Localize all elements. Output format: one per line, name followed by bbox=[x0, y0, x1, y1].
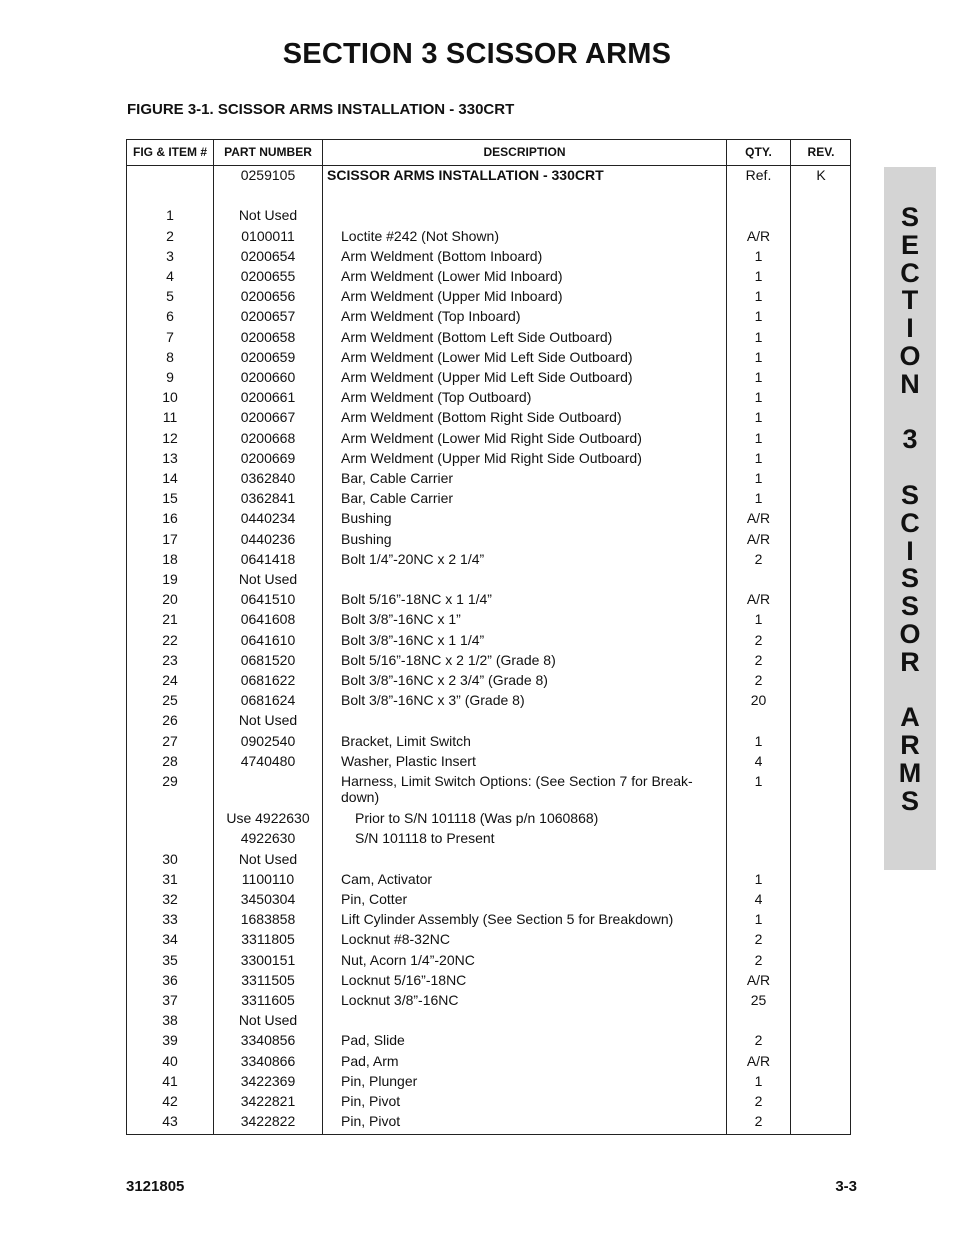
part-number-cell: 0200654 bbox=[240, 248, 296, 264]
part-number-cell: 3450304 bbox=[240, 891, 296, 907]
part-number-cell: 0200657 bbox=[240, 308, 296, 324]
parts-table bbox=[126, 139, 851, 1135]
quantity-cell: 2 bbox=[754, 1093, 763, 1109]
description-cell: Bushing bbox=[341, 510, 392, 526]
quantity-cell: 1 bbox=[754, 288, 763, 304]
part-number-cell: 0641418 bbox=[240, 551, 296, 567]
side-tab-letter: R bbox=[900, 647, 920, 677]
fig-item-cell: 39 bbox=[162, 1032, 178, 1048]
quantity-cell: 1 bbox=[754, 1073, 763, 1089]
header-description: DESCRIPTION bbox=[483, 145, 566, 159]
fig-item-cell: 43 bbox=[162, 1113, 178, 1129]
quantity-cell: A/R bbox=[746, 1053, 771, 1069]
fig-item-cell: 4 bbox=[166, 268, 174, 284]
quantity-cell: A/R bbox=[746, 972, 771, 988]
part-number-cell: 0641610 bbox=[240, 632, 296, 648]
fig-item-cell: 26 bbox=[162, 712, 178, 728]
description-cell: Bar, Cable Carrier bbox=[341, 470, 454, 486]
part-number-cell: 0681520 bbox=[240, 652, 296, 668]
side-tab-letter: O bbox=[899, 341, 921, 371]
part-number-cell: Not Used bbox=[238, 851, 298, 867]
fig-item-cell: 27 bbox=[162, 733, 178, 749]
quantity-cell: 1 bbox=[754, 389, 763, 405]
side-tab-letter: M bbox=[898, 758, 922, 788]
description-cell: Bolt 1/4”-20NC x 2 1/4” bbox=[341, 551, 485, 567]
side-tab-letter: S bbox=[900, 480, 919, 510]
fig-item-cell: 40 bbox=[162, 1053, 178, 1069]
description-cell: Arm Weldment (Upper Mid Inboard) bbox=[341, 288, 563, 304]
side-tab-letter: S bbox=[900, 591, 919, 621]
part-number-cell: 0641608 bbox=[240, 611, 296, 627]
fig-item-cell: 7 bbox=[166, 329, 174, 345]
quantity-cell: 2 bbox=[754, 551, 763, 567]
description-cell: Arm Weldment (Upper Mid Left Side Outboard) bbox=[341, 369, 633, 385]
part-number-cell: 0200668 bbox=[240, 430, 296, 446]
fig-item-cell: 21 bbox=[162, 611, 178, 627]
fig-item-cell: 25 bbox=[162, 692, 178, 708]
side-tab-letter: S bbox=[900, 563, 919, 593]
part-number-cell: Not Used bbox=[238, 1012, 298, 1028]
part-number-cell: 0200660 bbox=[240, 369, 296, 385]
fig-item-cell: 34 bbox=[162, 931, 178, 947]
part-number-cell: 0902540 bbox=[240, 733, 296, 749]
quantity-cell: 2 bbox=[754, 632, 763, 648]
part-number-cell: 1100110 bbox=[241, 871, 295, 887]
revision-cell: K bbox=[816, 167, 826, 183]
description-cell: Lift Cylinder Assembly (See Section 5 for Breakdown) bbox=[341, 911, 674, 927]
part-number-cell: Not Used bbox=[238, 207, 298, 223]
quantity-cell: 1 bbox=[754, 430, 763, 446]
quantity-cell: 1 bbox=[754, 409, 763, 425]
description-cell: Locknut 5/16”-18NC bbox=[341, 972, 467, 988]
fig-item-cell: 16 bbox=[162, 510, 178, 526]
fig-item-cell: 23 bbox=[162, 652, 178, 668]
fig-item-cell: 11 bbox=[162, 409, 178, 425]
part-number-cell: 0200667 bbox=[240, 409, 296, 425]
description-cell: Arm Weldment (Bottom Right Side Outboard) bbox=[341, 409, 622, 425]
quantity-cell: 25 bbox=[750, 992, 767, 1008]
part-number-cell: 3300151 bbox=[240, 952, 296, 968]
quantity-cell: 1 bbox=[754, 308, 763, 324]
quantity-cell: Ref. bbox=[745, 167, 772, 183]
quantity-cell: 1 bbox=[754, 329, 763, 345]
fig-item-cell: 36 bbox=[162, 972, 178, 988]
quantity-cell: 1 bbox=[754, 369, 763, 385]
description-cell: Pad, Slide bbox=[341, 1032, 405, 1048]
fig-item-cell: 24 bbox=[162, 672, 178, 688]
figure-title: FIGURE 3-1. SCISSOR ARMS INSTALLATION - 330CRT bbox=[127, 101, 515, 118]
fig-item-cell: 22 bbox=[162, 632, 178, 648]
fig-item-cell: 19 bbox=[162, 571, 178, 587]
description-cell: Loctite #242 (Not Shown) bbox=[341, 228, 499, 244]
quantity-cell: 1 bbox=[754, 450, 763, 466]
description-cell: Arm Weldment (Lower Mid Right Side Outboard) bbox=[341, 430, 642, 446]
description-cell: Pad, Arm bbox=[341, 1053, 399, 1069]
fig-item-cell: 5 bbox=[166, 288, 174, 304]
description-cell: Harness, Limit Switch Options: (See Section 7 for Break-down) bbox=[341, 773, 693, 805]
page-number: 3-3 bbox=[835, 1178, 857, 1195]
quantity-cell: 1 bbox=[754, 871, 763, 887]
fig-item-cell: 33 bbox=[162, 911, 178, 927]
description-cell: Arm Weldment (Bottom Inboard) bbox=[341, 248, 543, 264]
part-number-cell: 0259105 bbox=[240, 167, 296, 183]
part-number-cell: 3340866 bbox=[240, 1053, 296, 1069]
description-cell: S/N 101118 to Present bbox=[355, 830, 495, 846]
header-quantity: QTY. bbox=[745, 145, 772, 159]
column-divider bbox=[790, 140, 791, 1134]
side-tab-letter: O bbox=[899, 619, 921, 649]
fig-item-cell: 31 bbox=[162, 871, 178, 887]
fig-item-cell: 37 bbox=[162, 992, 178, 1008]
quantity-cell: 20 bbox=[750, 692, 767, 708]
part-number-cell: 3311505 bbox=[241, 972, 295, 988]
side-tab-letter: A bbox=[900, 702, 920, 732]
description-cell: Arm Weldment (Top Inboard) bbox=[341, 308, 521, 324]
side-tab-letter: C bbox=[900, 258, 920, 288]
description-cell: Bar, Cable Carrier bbox=[341, 490, 454, 506]
part-number-cell: 0200656 bbox=[240, 288, 296, 304]
fig-item-cell: 3 bbox=[166, 248, 174, 264]
quantity-cell: 1 bbox=[754, 268, 763, 284]
quantity-cell: 1 bbox=[754, 911, 763, 927]
part-number-cell: 0200655 bbox=[240, 268, 296, 284]
header-divider bbox=[127, 165, 850, 166]
quantity-cell: 2 bbox=[754, 1113, 763, 1129]
header-fig-item: FIG & ITEM # bbox=[132, 145, 207, 159]
part-number-cell: 0440236 bbox=[240, 531, 296, 547]
description-cell: Bolt 3/8”-16NC x 1 1/4” bbox=[341, 632, 485, 648]
section-title: SECTION 3 SCISSOR ARMS bbox=[282, 38, 672, 70]
part-number-cell: 0362841 bbox=[240, 490, 296, 506]
quantity-cell: 1 bbox=[754, 611, 763, 627]
quantity-cell: 1 bbox=[754, 733, 763, 749]
part-number-cell: 4922630 bbox=[240, 830, 296, 846]
part-number-cell: 0641510 bbox=[240, 591, 296, 607]
fig-item-cell: 29 bbox=[162, 773, 178, 789]
description-cell: Bolt 3/8”-16NC x 3” (Grade 8) bbox=[341, 692, 525, 708]
side-tab-letter: T bbox=[901, 285, 919, 315]
part-number-cell: 3422369 bbox=[240, 1073, 296, 1089]
column-divider bbox=[322, 140, 323, 1134]
side-tab-letter: S bbox=[900, 202, 919, 232]
description-cell: Arm Weldment (Lower Mid Inboard) bbox=[341, 268, 563, 284]
description-cell: Cam, Activator bbox=[341, 871, 433, 887]
side-tab-letter: I bbox=[906, 536, 914, 566]
section-side-tab bbox=[884, 167, 936, 870]
part-number-cell: 3422821 bbox=[240, 1093, 296, 1109]
description-cell: SCISSOR ARMS INSTALLATION - 330CRT bbox=[327, 167, 604, 183]
side-tab-letter: C bbox=[900, 508, 920, 538]
part-number-cell: 0200669 bbox=[240, 450, 296, 466]
description-cell: Nut, Acorn 1/4”-20NC bbox=[341, 952, 475, 968]
description-cell: Arm Weldment (Bottom Left Side Outboard) bbox=[341, 329, 613, 345]
fig-item-cell: 8 bbox=[166, 349, 174, 365]
quantity-cell: 2 bbox=[754, 1032, 763, 1048]
part-number-cell: 4740480 bbox=[240, 753, 296, 769]
fig-item-cell: 15 bbox=[162, 490, 178, 506]
part-number-cell: 0440234 bbox=[240, 510, 296, 526]
part-number-cell: Not Used bbox=[238, 712, 298, 728]
description-cell: Prior to S/N 101118 (Was p/n 1060868) bbox=[355, 810, 599, 826]
part-number-cell: 3340856 bbox=[240, 1032, 296, 1048]
description-cell: Pin, Pivot bbox=[341, 1113, 401, 1129]
quantity-cell: 1 bbox=[754, 248, 763, 264]
quantity-cell: 2 bbox=[754, 952, 763, 968]
part-number-cell: 0362840 bbox=[240, 470, 296, 486]
fig-item-cell: 41 bbox=[162, 1073, 178, 1089]
quantity-cell: 4 bbox=[754, 891, 763, 907]
fig-item-cell: 28 bbox=[162, 753, 178, 769]
part-number-cell: 0100011 bbox=[241, 228, 295, 244]
quantity-cell: A/R bbox=[746, 531, 771, 547]
fig-item-cell: 10 bbox=[162, 389, 178, 405]
fig-item-cell: 1 bbox=[166, 207, 174, 223]
fig-item-cell: 9 bbox=[166, 369, 174, 385]
quantity-cell: 2 bbox=[754, 931, 763, 947]
side-tab-letter: N bbox=[900, 369, 920, 399]
fig-item-cell: 20 bbox=[162, 591, 178, 607]
part-number-cell: 0681624 bbox=[240, 692, 296, 708]
part-number-cell: 3422822 bbox=[240, 1113, 296, 1129]
part-number-cell: 1683858 bbox=[240, 911, 296, 927]
quantity-cell: A/R bbox=[746, 591, 771, 607]
quantity-cell: 2 bbox=[754, 652, 763, 668]
description-cell: Bolt 5/16”-18NC x 1 1/4” bbox=[341, 591, 492, 607]
description-cell: Arm Weldment (Lower Mid Left Side Outboard) bbox=[341, 349, 633, 365]
quantity-cell: 1 bbox=[754, 470, 763, 486]
quantity-cell: 4 bbox=[754, 753, 763, 769]
fig-item-cell: 12 bbox=[162, 430, 178, 446]
description-cell: Bolt 3/8”-16NC x 1” bbox=[341, 611, 461, 627]
fig-item-cell: 35 bbox=[162, 952, 178, 968]
part-number-cell: 3311605 bbox=[241, 992, 295, 1008]
description-cell: Locknut #8-32NC bbox=[341, 931, 450, 947]
description-cell: Locknut 3/8”-16NC bbox=[341, 992, 459, 1008]
fig-item-cell: 42 bbox=[162, 1093, 178, 1109]
part-number-cell: Use 4922630 bbox=[226, 810, 310, 826]
description-cell: Arm Weldment (Top Outboard) bbox=[341, 389, 532, 405]
side-tab-letter: 3 bbox=[902, 424, 918, 454]
quantity-cell: 1 bbox=[754, 773, 763, 789]
part-number-cell: 0200661 bbox=[240, 389, 296, 405]
fig-item-cell: 17 bbox=[162, 531, 178, 547]
side-tab-letter: E bbox=[900, 230, 919, 260]
quantity-cell: 1 bbox=[754, 349, 763, 365]
description-cell: Pin, Pivot bbox=[341, 1093, 401, 1109]
description-cell: Bracket, Limit Switch bbox=[341, 733, 471, 749]
part-number-cell: 0200658 bbox=[240, 329, 296, 345]
side-tab-letter: S bbox=[900, 786, 919, 816]
quantity-cell: A/R bbox=[746, 510, 771, 526]
side-tab-letter: I bbox=[906, 313, 914, 343]
fig-item-cell: 18 bbox=[162, 551, 178, 567]
quantity-cell: 1 bbox=[754, 490, 763, 506]
document-number: 3121805 bbox=[126, 1178, 185, 1195]
side-tab-letter: R bbox=[900, 730, 920, 760]
description-cell: Washer, Plastic Insert bbox=[341, 753, 476, 769]
description-cell: Bushing bbox=[341, 531, 392, 547]
description-cell: Bolt 3/8”-16NC x 2 3/4” (Grade 8) bbox=[341, 672, 548, 688]
fig-item-cell: 2 bbox=[166, 228, 174, 244]
quantity-cell: 2 bbox=[754, 672, 763, 688]
header-part-number: PART NUMBER bbox=[224, 145, 312, 159]
quantity-cell: A/R bbox=[746, 228, 771, 244]
fig-item-cell: 32 bbox=[162, 891, 178, 907]
fig-item-cell: 6 bbox=[166, 308, 174, 324]
description-cell: Pin, Cotter bbox=[341, 891, 408, 907]
part-number-cell: Not Used bbox=[238, 571, 298, 587]
header-revision: REV. bbox=[807, 145, 835, 159]
fig-item-cell: 13 bbox=[162, 450, 178, 466]
fig-item-cell: 30 bbox=[162, 851, 178, 867]
part-number-cell: 0681622 bbox=[240, 672, 296, 688]
description-cell: Bolt 5/16”-18NC x 2 1/2” (Grade 8) bbox=[341, 652, 556, 668]
fig-item-cell: 14 bbox=[162, 470, 178, 486]
description-cell: Pin, Plunger bbox=[341, 1073, 418, 1089]
part-number-cell: 3311805 bbox=[241, 931, 295, 947]
description-cell: Arm Weldment (Upper Mid Right Side Outboard) bbox=[341, 450, 642, 466]
part-number-cell: 0200659 bbox=[240, 349, 296, 365]
fig-item-cell: 38 bbox=[162, 1012, 178, 1028]
